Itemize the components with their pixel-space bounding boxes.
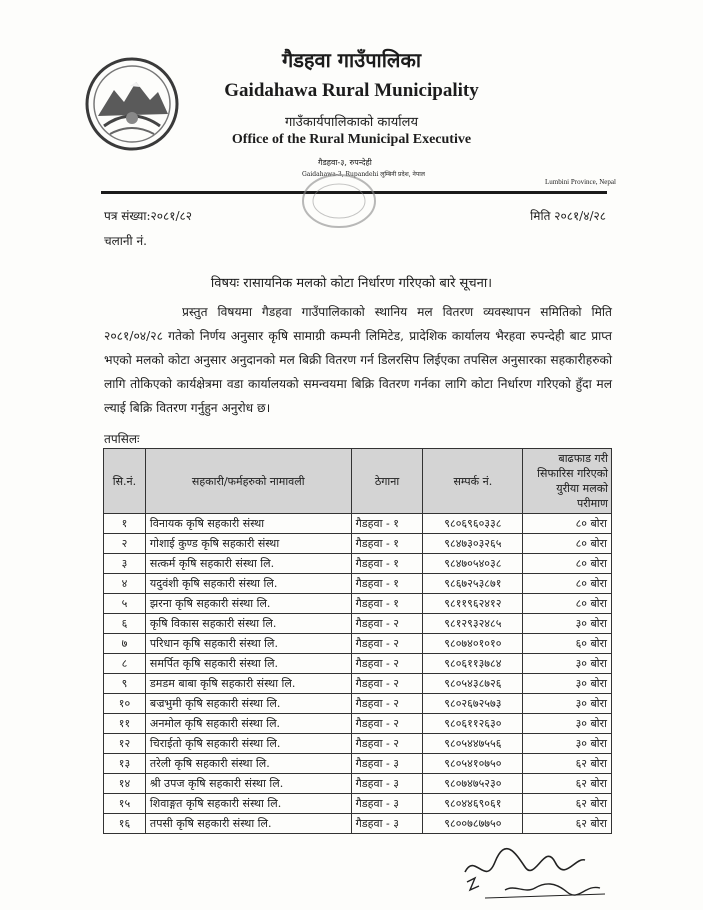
row-name: यदुवंशी कृषि सहकारी संस्था लि. [145, 574, 351, 594]
row-serial: ११ [104, 714, 146, 734]
address-en: Gaidahawa-3, Rupandehi लुम्बिनी प्रदेश, नेपाल [302, 171, 425, 178]
table-row [104, 514, 612, 534]
table-row [104, 674, 612, 694]
row-contact: ९८०६९६०३३८ [423, 514, 523, 534]
row-address: गैडहवा - २ [351, 614, 423, 634]
row-quantity: ३० बोरा [523, 714, 612, 734]
table-row [104, 694, 612, 714]
col-name: सहकारी/फर्महरुको नामावली [145, 449, 351, 514]
table-row [104, 554, 612, 574]
row-contact: ९८०५४१०७५० [423, 754, 523, 774]
row-contact: ९८४७०५४०३८ [423, 554, 523, 574]
table-row [104, 614, 612, 634]
row-serial: ८ [104, 654, 146, 674]
signature-image [455, 832, 615, 904]
row-address: गैडहवा - ३ [351, 794, 423, 814]
row-serial: १५ [104, 794, 146, 814]
row-serial: २ [104, 534, 146, 554]
row-quantity: ३० बोरा [523, 694, 612, 714]
quota-table [103, 448, 612, 834]
row-quantity: ६२ बोरा [523, 814, 612, 834]
table-row [104, 574, 612, 594]
row-contact: ९८०५४४७५५६ [423, 734, 523, 754]
body-paragraph: प्रस्तुत विषयमा गैडहवा गाउँपालिकाको स्थानिय मल वितरण व्यवस्थापन समितिको मिति २०८१/०४/२८ गतेको निर्णय अनुसार कृषि सामाग्री कम्पनी लिमिटेड, प्रादेशिक कार्यालय भैरहवा रुपन्देही बाट प्राप्त भएको मलको कोटा अनुसार अनुदानको मल बिक्री वितरण गर्न डिलरसिप लिईएका तपसिल अनुसारका सहकारीहरुको लागि तोकिएको कार्यक्षेत्रमा वडा कार्यालयको समन्वयमा बिक्रि वितरण गर्नका लागि कोटा निर्धारण गरिएको हुँदा मल ल्याई बिक्रि वितरण गर्नुहुन अनुरोध छ। [104, 305, 612, 415]
row-quantity: ३० बोरा [523, 734, 612, 754]
row-contact: ९८४७३०३२६५ [423, 534, 523, 554]
row-contact: ९८००७८७७५० [423, 814, 523, 834]
row-name: समर्पित कृषि सहकारी संस्था लि. [145, 654, 351, 674]
row-serial: १० [104, 694, 146, 714]
row-address: गैडहवा - २ [351, 694, 423, 714]
table-row [104, 794, 612, 814]
row-address: गैडहवा - ३ [351, 774, 423, 794]
row-serial: ३ [104, 554, 146, 574]
table-row [104, 534, 612, 554]
row-quantity: ३० बोरा [523, 614, 612, 634]
office-name-np: गाउँकार्यपालिकाको कार्यालय [284, 115, 419, 130]
row-name: डमडम बाबा कृषि सहकारी संस्था लि. [145, 674, 351, 694]
row-address: गैडहवा - २ [351, 674, 423, 694]
municipality-name-en: Gaidahawa Rural Municipality [224, 80, 479, 101]
table-row [104, 714, 612, 734]
row-contact: ९८०७४७५२३० [423, 774, 523, 794]
col-address: ठेगाना [351, 449, 423, 514]
row-name: तपसी कृषि सहकारी संस्था लि. [145, 814, 351, 834]
table-row [104, 594, 612, 614]
row-contact: ९८१२९३२४८५ [423, 614, 523, 634]
dispatch-number: चलानी नं. [104, 234, 147, 248]
row-quantity: ८० बोरा [523, 574, 612, 594]
row-contact: ९८०२६७२५७३ [423, 694, 523, 714]
municipality-name-np: गैडहवा गाउँपालिका [281, 48, 422, 72]
row-address: गैडहवा - ३ [351, 814, 423, 834]
row-quantity: ६२ बोरा [523, 774, 612, 794]
row-contact: ९८०७४०१०१० [423, 634, 523, 654]
table-row [104, 754, 612, 774]
row-address: गैडहवा - १ [351, 574, 423, 594]
row-address: गैडहवा - १ [351, 514, 423, 534]
row-name: सत्कर्म कृषि सहकारी संस्था लि. [145, 554, 351, 574]
office-stamp-icon [300, 172, 378, 230]
table-row [104, 654, 612, 674]
row-name: परिधान कृषि सहकारी संस्था लि. [145, 634, 351, 654]
col-serial: सि.नं. [104, 449, 146, 514]
row-serial: १ [104, 514, 146, 534]
row-name: विनायक कृषि सहकारी संस्था [145, 514, 351, 534]
row-name: तरेली कृषि सहकारी संस्था लि. [145, 754, 351, 774]
row-name: कृषि विकास सहकारी संस्था लि. [145, 614, 351, 634]
row-contact: ९८६७२५३८७१ [423, 574, 523, 594]
row-address: गैडहवा - २ [351, 714, 423, 734]
table-row [104, 814, 612, 834]
row-serial: १४ [104, 774, 146, 794]
row-quantity: ३० बोरा [523, 674, 612, 694]
row-quantity: ८० बोरा [523, 594, 612, 614]
row-serial: १३ [104, 754, 146, 774]
row-quantity: ३० बोरा [523, 654, 612, 674]
office-name-en: Office of the Rural Municipal Executive [231, 132, 472, 147]
row-serial: १६ [104, 814, 146, 834]
row-serial: १२ [104, 734, 146, 754]
row-quantity: ८० बोरा [523, 534, 612, 554]
province-label: Lumbini Province, Nepal [545, 178, 616, 186]
table-header-row [104, 449, 612, 514]
row-name: गोशाई कुण्ड कृषि सहकारी संस्था [145, 534, 351, 554]
row-contact: ९८०६११३७८४ [423, 654, 523, 674]
row-address: गैडहवा - ३ [351, 754, 423, 774]
row-serial: ७ [104, 634, 146, 654]
table-body [104, 514, 612, 834]
row-name: शिवाङ्गत कृषि सहकारी संस्था लि. [145, 794, 351, 814]
letter-date: मिति २०८१/४/२८ [530, 209, 606, 223]
row-quantity: ८० बोरा [523, 554, 612, 574]
table-row [104, 734, 612, 754]
row-name: बज्रभुमी कृषि सहकारी संस्था लि. [145, 694, 351, 714]
row-quantity: ६२ बोरा [523, 754, 612, 774]
row-address: गैडहवा - २ [351, 634, 423, 654]
col-quantity: बाढफाड गरी सिफारिस गरिएको युरीया मलको परीमाण [523, 449, 612, 514]
row-address: गैडहवा - १ [351, 554, 423, 574]
subject-line: विषयः रासायनिक मलको कोटा निर्धारण गरिएको बारे सूचना। [210, 276, 493, 291]
row-address: गैडहवा - १ [351, 534, 423, 554]
row-address: गैडहवा - १ [351, 594, 423, 614]
row-address: गैडहवा - २ [351, 654, 423, 674]
row-serial: ४ [104, 574, 146, 594]
row-contact: ९८०५४३८७२६ [423, 674, 523, 694]
row-quantity: ६२ बोरा [523, 794, 612, 814]
col-contact: सम्पर्क नं. [423, 449, 523, 514]
address-np: गैडहवा-३, रुपन्देही [318, 158, 372, 167]
row-name: अनमोल कृषि सहकारी संस्था लि. [145, 714, 351, 734]
row-name: चिराईतो कृषि सहकारी संस्था लि. [145, 734, 351, 754]
reference-number: पत्र संख्या:२०८१/८२ [104, 209, 192, 223]
row-name: झरना कृषि सहकारी संस्था लि. [145, 594, 351, 614]
table-row [104, 634, 612, 654]
row-serial: ५ [104, 594, 146, 614]
row-contact: ९८११९६२४१२ [423, 594, 523, 614]
row-address: गैडहवा - २ [351, 734, 423, 754]
row-serial: ६ [104, 614, 146, 634]
row-contact: ९८०६११२६३० [423, 714, 523, 734]
details-label: तपसिलः [104, 432, 140, 446]
row-serial: ९ [104, 674, 146, 694]
row-name: श्री उपज कृषि सहकारी संस्था लि. [145, 774, 351, 794]
table-row [104, 774, 612, 794]
row-quantity: ८० बोरा [523, 514, 612, 534]
row-quantity: ६० बोरा [523, 634, 612, 654]
row-contact: ९८०४४६९०६१ [423, 794, 523, 814]
